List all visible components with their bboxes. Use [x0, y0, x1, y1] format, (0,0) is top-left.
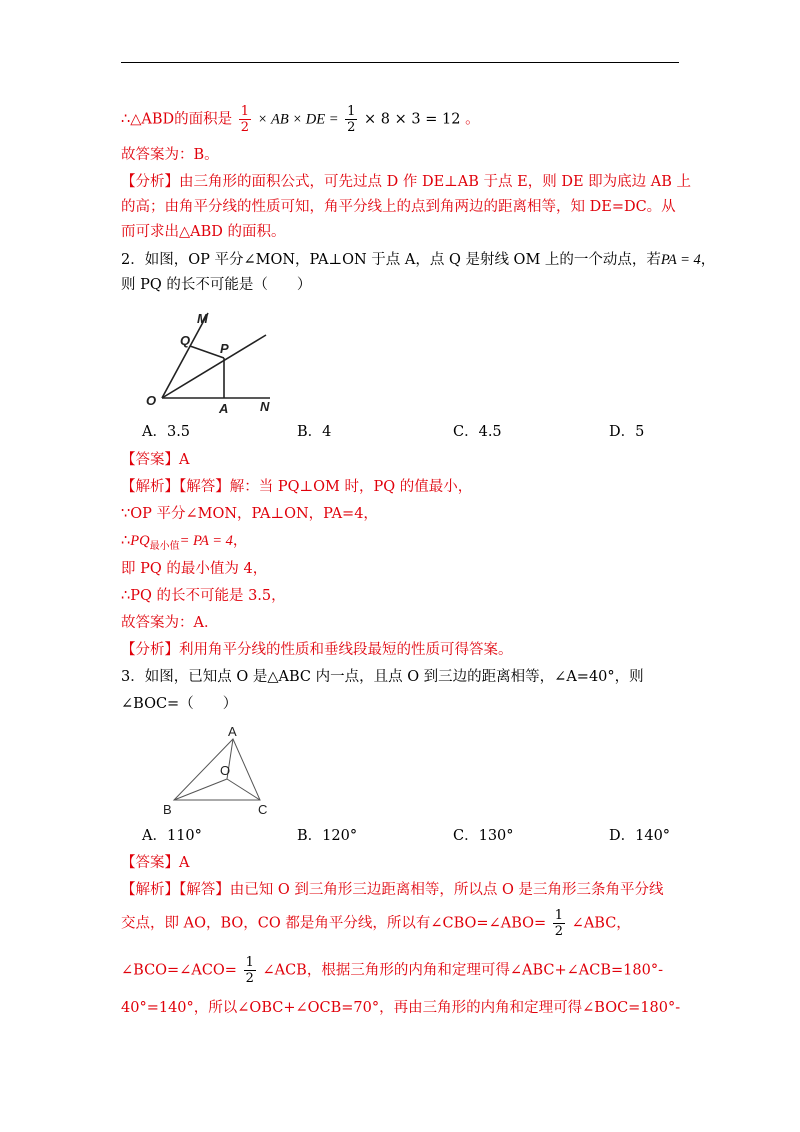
label-p: P	[220, 341, 229, 356]
fraction-half-3: $\frac{1}{2}$	[554, 908, 564, 939]
q2-figure	[140, 305, 290, 415]
q3-option-b[interactable]: B．120°	[297, 828, 358, 844]
label-o: O	[146, 393, 157, 408]
q1-answer-line: 故答案为：B。	[121, 147, 219, 163]
q3-option-c[interactable]: C．130°	[453, 828, 514, 844]
q3-sol2-pre: 交点，即 AO，BO，CO 都是角平分线，所以有∠CBO=∠ABO=	[121, 915, 547, 932]
q3-option-d[interactable]: D．140°	[609, 828, 671, 844]
label-c: C	[258, 802, 268, 817]
q1-end-mark: 。	[465, 111, 480, 128]
fraction-half-2: $\frac{1}{2}$	[347, 104, 356, 135]
q1-analysis-line-2: 的高；由角平分线的性质可知，角平分线上的点到角两边的距离相等，知 DE=DC。从	[121, 199, 676, 215]
fraction-half: $\frac{1}{2}$	[240, 104, 250, 135]
q2-solution-line-4: ∴PQ 的长不可能是 3.5，	[121, 588, 286, 604]
q2-solution-line-5: 故答案为：A．	[121, 615, 219, 631]
q3-answer: 【答案】A	[121, 855, 190, 871]
pq-min-equation: = PA = 4	[179, 533, 233, 549]
q3-solution-line-2	[121, 908, 631, 939]
q1-formula-part: × AB × DE =	[257, 111, 339, 128]
pq-symbol: PQ	[130, 533, 150, 549]
q3-sol3-post: ∠ACB，根据三角形的内角和定理可得∠ABC+∠ACB=180°-	[262, 962, 663, 979]
q1-area-line	[121, 104, 480, 135]
q2-stem-text: 2．如图，OP 平分∠MON，PA⊥ON 于点 A，点 Q 是射线 OM 上的一个动点，若	[121, 252, 661, 268]
q3-sol3-pre: ∠BCO=∠ACO=	[121, 962, 237, 979]
segment-qp	[190, 346, 224, 358]
label-n: N	[260, 399, 270, 414]
q2-stem-end: ，	[700, 252, 716, 268]
ray-op	[162, 335, 266, 398]
label-a: A	[219, 401, 229, 415]
q2-min-line	[121, 531, 247, 557]
q3-stem-line-2: ∠BOC=（ ）	[121, 696, 238, 712]
label-o: O	[220, 763, 231, 778]
label-q: Q	[180, 333, 191, 348]
therefore-sign: ∴	[121, 533, 131, 549]
triangle-abc	[174, 739, 260, 800]
q3-figure	[158, 722, 278, 817]
q2-min-end: ，	[232, 533, 248, 549]
q2-option-b[interactable]: B．4	[297, 424, 332, 440]
header-rule	[121, 62, 679, 63]
q1-analysis-line-3: 而可求出△ABD 的面积。	[121, 224, 286, 240]
q3-solution-line-4: 40°=140°，所以∠OBC+∠OCB=70°，再由三角形的内角和定理可得∠BOC=180°-	[121, 1000, 681, 1016]
q1-area-prefix: ∴△ABD的面积是	[121, 111, 233, 128]
q3-solution-line-3	[121, 955, 663, 986]
q2-option-d[interactable]: D．5	[609, 424, 645, 440]
label-a: A	[228, 724, 237, 739]
q1-formula-result: × 8 × 3 = 12	[364, 111, 461, 128]
q3-solution-line-1: 【解析】【解答】由已知 O 到三角形三边距离相等，所以点 O 是三角形三条角平分线	[121, 882, 664, 898]
q2-stem-line-1	[121, 250, 715, 270]
q2-analysis: 【分析】利用角平分线的性质和垂线段最短的性质可得答案。	[121, 642, 513, 658]
q1-analysis-line-1: 【分析】由三角形的面积公式，可先过点 D 作 DE⊥AB 于点 E，则 DE 即为底边 AB 上	[121, 174, 692, 190]
q2-stem-pa: PA = 4	[660, 252, 701, 268]
q3-stem-line-1: 3．如图，已知点 O 是△ABC 内一点，且点 O 到三边的距离相等，∠A=40°，则	[121, 669, 644, 685]
q2-solution-line-1: 【解析】【解答】解：当 PQ⊥OM 时，PQ 的值最小，	[121, 479, 473, 495]
q2-option-a[interactable]: A．3.5	[142, 424, 191, 440]
segment-bo	[174, 779, 227, 800]
q2-answer: 【答案】A	[121, 452, 190, 468]
label-m: M	[197, 311, 208, 326]
q2-option-c[interactable]: C．4.5	[453, 424, 502, 440]
pq-min-subscript: 最小值	[149, 540, 180, 552]
q2-solution-line-3: 即 PQ 的最小值为 4，	[121, 561, 268, 577]
q3-sol2-post: ∠ABC，	[571, 915, 631, 932]
q2-stem-line-2: 则 PQ 的长不可能是（ ）	[121, 277, 312, 293]
q2-solution-line-2: ∵OP 平分∠MON，PA⊥ON，PA=4，	[121, 506, 378, 522]
fraction-half-4: $\frac{1}{2}$	[245, 955, 254, 986]
q3-option-a[interactable]: A．110°	[142, 828, 202, 844]
label-b: B	[163, 802, 172, 817]
